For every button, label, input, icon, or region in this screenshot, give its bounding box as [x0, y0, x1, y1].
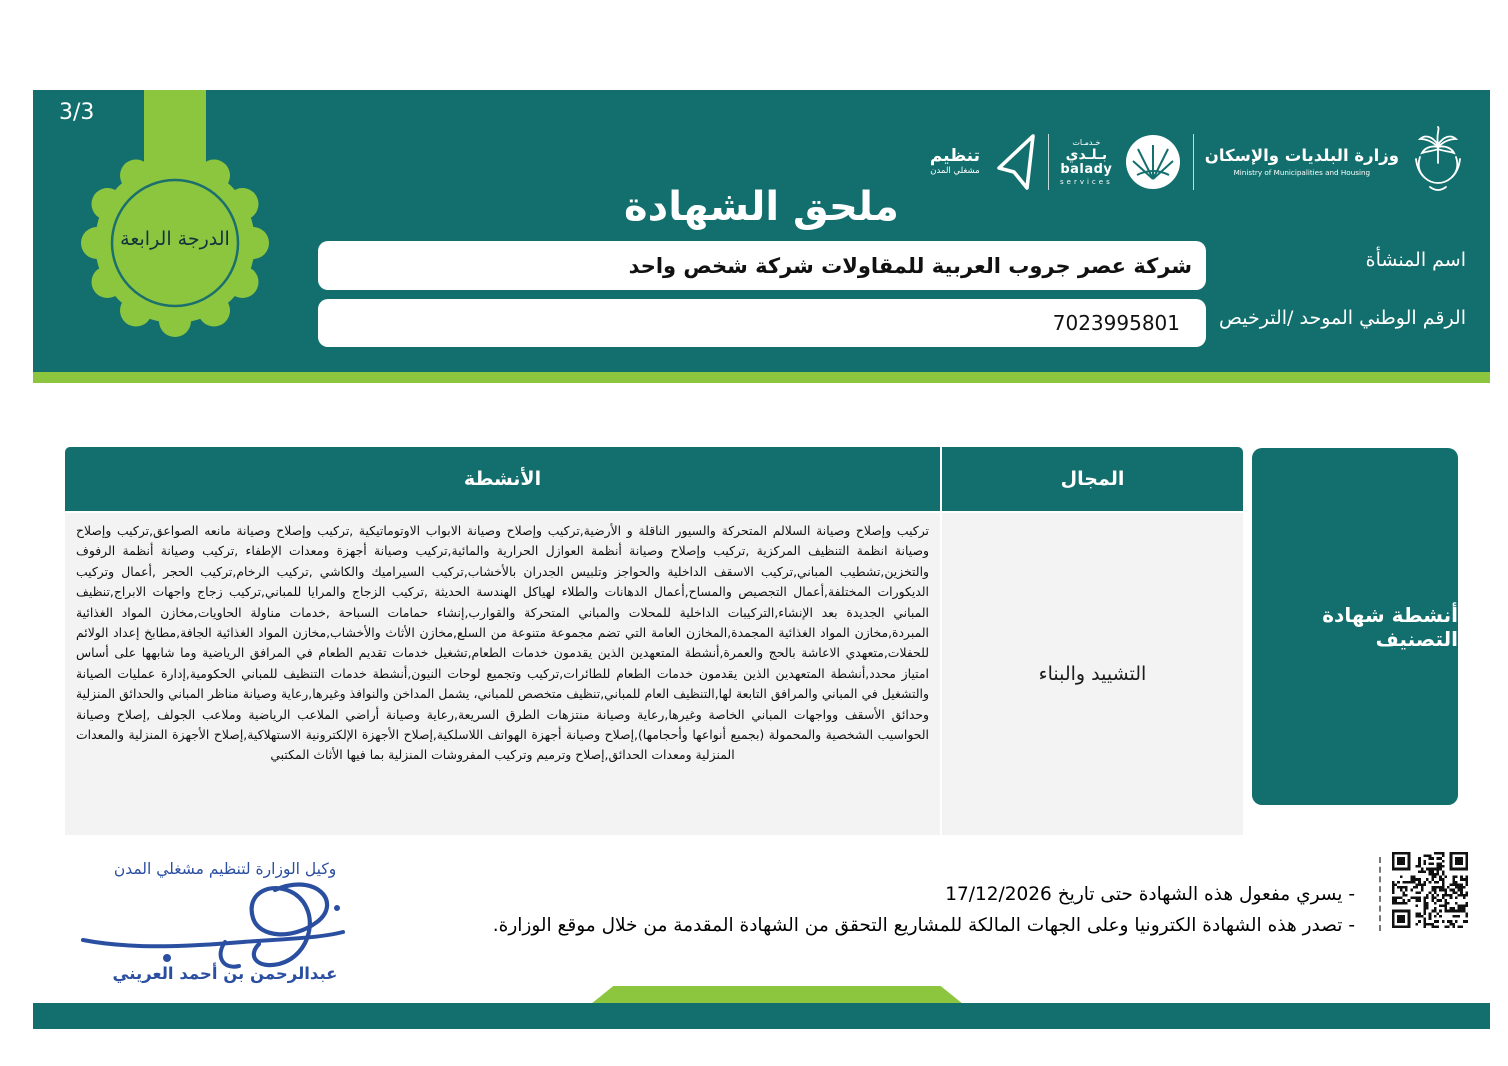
logo-divider: [1193, 134, 1194, 190]
qr-dashed-separator: [1379, 857, 1381, 931]
header-green-strip: [33, 372, 1490, 383]
page-number: 3/3: [59, 100, 95, 125]
bottom-teal-bar: [33, 1003, 1490, 1029]
activities-cell: تركيب وإصلاح وصيانة السلالم المتحركة والسيور الناقلة و الأرضية,تركيب وإصلاح وصيانة الابواب الاوتوماتيكية ,تركيب وإصلاح وصيانة مانعه الصواعق,تركيب وإصلاح وصيانة انظمة التنظيف المركزية ,تركيب وإصلاح وصيانة أنظمة العوازل الحرارية والمائية,تركيب وصيانة أجهزة ومعدات الإطفاء ,تركيب وصيانة أنظمة الرفوف والتخزين,تشطيب المباني,تركيب الاسقف الداخلية والحواجز وتلبيس الجدران بالأخشاب,تركيب السيراميك والكاشي ,تركيب الرخام,تركيب الحجر ,أعمال وتركيب الديكورات المختلفة,أعمال التجصيص والمساح,أعمال الدهانات والطلاء لهياكل الهندسة الحديثة ,تركيب الزجاج والمرايا للمباني,تركيب زجاج واجهات الابراج,تنظيف المباني الجديدة بعد الإنشاء,التركيبات الداخلية للمحلات والمباني المتحركة والقوارب,إنشاء حمامات السباحة ,خدمات مناولة الحاويات,مخازن المواد الغذائية المبردة,مخازن المواد الغذائية المجمدة,المخازن العامة التي تضم مجموعة متنوعة من السلع,مخازن الأثاث والأخشاب,مخازن المواد الغذائية الجافة,مطابخ إعداد الولائم للحفلات,متعهدي الاعاشة بالحج والعمرة,أنشطة المتعهدين الذين يقدمون خدمات الطعام,تشغيل خدمات تقديم الطعام في المرافق الرياضية وما شابهها على أساس امتياز محدد,أنشطة المتعهدين الذين يقدمون خدمات الطعام للطائرات,تركيب وتجميع لوحات النيون,أنشطة خدمات التنظيف للمباني الحكومية,إدارة عمليات الصيانة والتشغيل في المباني والمرافق التابعة لها,التنظيف العام للمباني,تنظيف متخصص للمباني، يشمل المداخن والنوافذ وغيرها,رعاية وصيانة مناظر المباني والحدائق المنزلية وحدائق الأسقف وواجهات المباني الخاصة وغيرها,رعاية وصيانة منتزهات الطرق السريعة,رعاية وصيانة أراضي الملاعب الرياضية وملاعب الجولف ,إصلاح وصيانة الحواسيب الشخصية والمحمولة (بجميع أنواعها وأحجامها),إصلاح وصيانة أجهزة الهواتف اللاسلكية,إصلاح الأجهزة الإلكترونية الاستهلاكية,إصلاح الأجهزة المنزلية والمعدات المنزلية ومعدات الحدائق,إصلاح وترميم وتركيب المفروشات المنزلية بما فيها الأثاث المكتبي: [65, 513, 940, 835]
table-row: [65, 513, 1243, 835]
national-number-value: 7023995801: [1052, 311, 1180, 335]
signature-block: [58, 860, 392, 983]
activities-table: [65, 447, 1243, 835]
logo-divider: [1048, 134, 1049, 190]
signatory-name: عبدالرحمن بن أحمد العريني: [112, 964, 338, 983]
column-header-activities: الأنشطة: [65, 447, 940, 511]
certificate-header: [33, 90, 1490, 372]
validity-note: - يسري مفعول هذه الشهادة حتى تاريخ 17/12/2026: [945, 884, 1355, 905]
balady-palm-circle-icon: [1124, 133, 1182, 191]
field-cell: التشييد والبناء: [942, 513, 1243, 835]
classification-side-title: أنشطة شهادة التصنيف: [1252, 448, 1458, 805]
tanzeem-logo-text: تنظيم مشغلي المدن: [929, 146, 980, 176]
national-number-box: [318, 299, 1206, 347]
degree-badge-text: الدرجة الرابعة: [120, 228, 230, 250]
ministry-logo-text: وزارة البلديات والإسكان Ministry of Municipalities and Housing: [1204, 145, 1399, 177]
establishment-name-box: [318, 241, 1206, 290]
bottom-green-tab: [591, 986, 963, 1004]
national-number-label: الرقم الوطني الموحد /الترخيص: [1219, 307, 1466, 329]
signatory-title: وكيل الوزارة لتنظيم مشغلي المدن: [113, 860, 337, 878]
footer-notes: [455, 879, 1355, 941]
establishment-name-value: شركة عصر جروب العربية للمقاولات شركة شخص واحد: [628, 253, 1192, 278]
qr-code: [1392, 852, 1468, 928]
column-header-field: المجال: [942, 447, 1243, 511]
signature-icon: [75, 874, 375, 974]
document-title: ملحق الشهادة: [624, 184, 899, 230]
table-header-row: [65, 447, 1243, 511]
verification-note: - تصدر هذه الشهادة الكترونيا وعلى الجهات المالكة للمشاريع التحقق من الشهادة المقدمة من خلال موقع الوزارة.: [492, 915, 1355, 936]
establishment-name-label: اسم المنشأة: [1365, 249, 1466, 271]
balady-logo-text: خـدمـات بـلـدي balady services: [1060, 137, 1113, 187]
